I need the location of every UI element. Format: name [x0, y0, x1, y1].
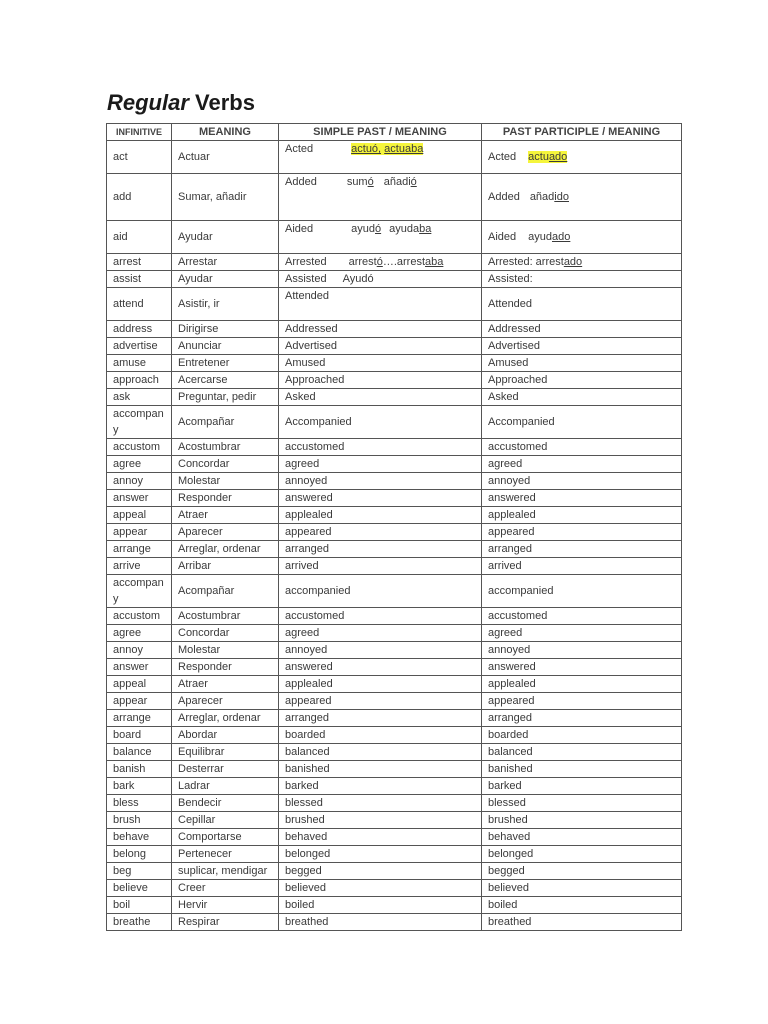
meaning-cell: Bendecir: [172, 795, 279, 812]
past-participle-cell: applealed: [482, 507, 682, 524]
table-row: [107, 676, 682, 693]
participle-english: Acted: [488, 151, 517, 163]
past-participle-cell: balanced: [482, 744, 682, 761]
past-spanish-stem: ayud: [351, 223, 375, 235]
meaning-cell: Abordar: [172, 727, 279, 744]
past-participle-cell: arranged: [482, 541, 682, 558]
simple-past-cell: believed: [279, 880, 482, 897]
past-participle-cell: blessed: [482, 795, 682, 812]
participle-spanish-ending: ido: [554, 191, 569, 203]
meaning-cell: Asistir, ir: [172, 288, 279, 321]
participle-spanish-ending: ado: [548, 151, 568, 163]
past-spanish-stem: añadi: [383, 176, 411, 188]
past-participle-cell: [482, 254, 682, 271]
past-participle-cell: Attended: [482, 288, 682, 321]
infinitive-cell: appeal: [107, 507, 172, 524]
header-infinitive: INFINITIVE: [107, 124, 172, 141]
infinitive-cell: banish: [107, 761, 172, 778]
meaning-cell: Atraer: [172, 676, 279, 693]
meaning-cell: Aparecer: [172, 524, 279, 541]
table-row: [107, 174, 682, 221]
meaning-cell: Arreglar, ordenar: [172, 541, 279, 558]
table-row: [107, 897, 682, 914]
past-participle-cell: brushed: [482, 812, 682, 829]
infinitive-cell: boil: [107, 897, 172, 914]
past-participle-cell: appeared: [482, 524, 682, 541]
table-row: [107, 880, 682, 897]
infinitive-cell: add: [107, 174, 172, 221]
title-word-verbs: Verbs: [195, 90, 255, 115]
table-row: [107, 221, 682, 254]
simple-past-cell: Attended: [279, 288, 482, 321]
participle-spanish-stem: ayud: [528, 231, 552, 243]
simple-past-cell: applealed: [279, 507, 482, 524]
past-participle-cell: applealed: [482, 676, 682, 693]
meaning-cell: Acostumbrar: [172, 608, 279, 625]
table-row: [107, 829, 682, 846]
simple-past-cell: [279, 254, 482, 271]
infinitive-cell: board: [107, 727, 172, 744]
past-participle-cell: arrived: [482, 558, 682, 575]
meaning-cell: Responder: [172, 490, 279, 507]
simple-past-cell: appeared: [279, 524, 482, 541]
past-participle-cell: boarded: [482, 727, 682, 744]
meaning-cell: Acercarse: [172, 372, 279, 389]
simple-past-cell: answered: [279, 490, 482, 507]
past-spanish-ending: ó: [367, 176, 374, 188]
header-meaning: MEANING: [172, 124, 279, 141]
meaning-cell: Concordar: [172, 625, 279, 642]
simple-past-cell: accompanied: [279, 575, 482, 608]
infinitive-cell: accustom: [107, 439, 172, 456]
header-simple-past: SIMPLE PAST / MEANING: [279, 124, 482, 141]
table-row: [107, 288, 682, 321]
infinitive-cell: brush: [107, 812, 172, 829]
meaning-cell: Molestar: [172, 642, 279, 659]
past-spanish-highlight: actuaba: [384, 143, 424, 155]
past-participle-cell: accustomed: [482, 439, 682, 456]
past-participle-cell: believed: [482, 880, 682, 897]
past-participle-cell: belonged: [482, 846, 682, 863]
table-row: [107, 456, 682, 473]
meaning-cell: Pertenecer: [172, 846, 279, 863]
table-row: [107, 524, 682, 541]
past-participle-cell: annoyed: [482, 473, 682, 490]
past-english: Arrested: [285, 256, 327, 268]
infinitive-cell: arrest: [107, 254, 172, 271]
participle-prefix: Arrested: arrest: [488, 256, 564, 268]
table-row: [107, 507, 682, 524]
meaning-cell: Ayudar: [172, 271, 279, 288]
simple-past-cell: begged: [279, 863, 482, 880]
meaning-cell: Entretener: [172, 355, 279, 372]
simple-past-cell: arrived: [279, 558, 482, 575]
meaning-cell: Aparecer: [172, 693, 279, 710]
past-participle-cell: banished: [482, 761, 682, 778]
past-participle-cell: Addressed: [482, 321, 682, 338]
meaning-cell: Acompañar: [172, 406, 279, 439]
infinitive-cell: address: [107, 321, 172, 338]
past-participle-cell: agreed: [482, 456, 682, 473]
infinitive-cell: answer: [107, 490, 172, 507]
past-participle-cell: agreed: [482, 625, 682, 642]
past-participle-cell: breathed: [482, 914, 682, 931]
participle-spanish-stem: actu: [528, 151, 549, 163]
infinitive-cell: bark: [107, 778, 172, 795]
past-participle-cell: Assisted:: [482, 271, 682, 288]
past-spanish-highlight: actuó,: [351, 143, 382, 155]
simple-past-cell: boarded: [279, 727, 482, 744]
simple-past-cell: Accompanied: [279, 406, 482, 439]
table-row: [107, 863, 682, 880]
simple-past-cell: [279, 174, 482, 221]
meaning-cell: Preguntar, pedir: [172, 389, 279, 406]
table-row: [107, 659, 682, 676]
past-participle-cell: accustomed: [482, 608, 682, 625]
simple-past-cell: banished: [279, 761, 482, 778]
past-spanish-ending: ó: [375, 223, 382, 235]
table-row: [107, 812, 682, 829]
infinitive-cell: beg: [107, 863, 172, 880]
table-row: [107, 795, 682, 812]
past-participle-cell: answered: [482, 659, 682, 676]
meaning-cell: Actuar: [172, 141, 279, 174]
participle-spanish-stem: añad: [529, 191, 555, 203]
table-row: [107, 473, 682, 490]
infinitive-cell: behave: [107, 829, 172, 846]
infinitive-cell: appear: [107, 524, 172, 541]
simple-past-cell: Approached: [279, 372, 482, 389]
table-row: [107, 271, 682, 288]
table-row: [107, 608, 682, 625]
simple-past-cell: answered: [279, 659, 482, 676]
simple-past-cell: boiled: [279, 897, 482, 914]
table-row: [107, 642, 682, 659]
infinitive-cell: arrive: [107, 558, 172, 575]
past-participle-cell: accompanied: [482, 575, 682, 608]
past-participle-cell: answered: [482, 490, 682, 507]
past-spanish-stem: ….arrest: [382, 256, 426, 268]
past-participle-cell: annoyed: [482, 642, 682, 659]
past-spanish: Ayudó: [342, 273, 374, 285]
past-spanish-ending: aba: [425, 256, 444, 268]
participle-english: Added: [488, 191, 520, 203]
table-row: [107, 372, 682, 389]
past-participle-cell: behaved: [482, 829, 682, 846]
table-row: [107, 321, 682, 338]
table-row: [107, 846, 682, 863]
title-word-regular: Regular: [107, 90, 189, 115]
meaning-cell: Arreglar, ordenar: [172, 710, 279, 727]
past-spanish-stem: arrest: [348, 256, 377, 268]
meaning-cell: Acompañar: [172, 575, 279, 608]
simple-past-cell: Asked: [279, 389, 482, 406]
meaning-cell: Comportarse: [172, 829, 279, 846]
simple-past-cell: accustomed: [279, 608, 482, 625]
past-participle-cell: Asked: [482, 389, 682, 406]
simple-past-cell: agreed: [279, 625, 482, 642]
simple-past-cell: breathed: [279, 914, 482, 931]
past-participle-cell: [482, 221, 682, 254]
regular-verbs-table: [106, 123, 682, 931]
table-row: [107, 490, 682, 507]
infinitive-cell: appeal: [107, 676, 172, 693]
infinitive-cell: believe: [107, 880, 172, 897]
table-row: [107, 406, 682, 439]
past-participle-cell: arranged: [482, 710, 682, 727]
infinitive-cell: breathe: [107, 914, 172, 931]
past-participle-cell: boiled: [482, 897, 682, 914]
table-row: [107, 914, 682, 931]
meaning-cell: Sumar, añadir: [172, 174, 279, 221]
simple-past-cell: balanced: [279, 744, 482, 761]
simple-past-cell: annoyed: [279, 473, 482, 490]
infinitive-cell: accustom: [107, 608, 172, 625]
meaning-cell: Arrestar: [172, 254, 279, 271]
meaning-cell: Ladrar: [172, 778, 279, 795]
past-english: Assisted: [285, 273, 327, 285]
simple-past-cell: Amused: [279, 355, 482, 372]
past-spanish-ending: ba: [419, 223, 432, 235]
infinitive-cell: balance: [107, 744, 172, 761]
infinitive-cell: amuse: [107, 355, 172, 372]
infinitive-cell: accompany: [107, 406, 172, 439]
table-row: [107, 389, 682, 406]
table-row: [107, 141, 682, 174]
infinitive-cell: bless: [107, 795, 172, 812]
meaning-cell: suplicar, mendigar: [172, 863, 279, 880]
meaning-cell: Creer: [172, 880, 279, 897]
table-row: [107, 541, 682, 558]
past-participle-cell: Amused: [482, 355, 682, 372]
simple-past-cell: belonged: [279, 846, 482, 863]
past-participle-cell: appeared: [482, 693, 682, 710]
infinitive-cell: ask: [107, 389, 172, 406]
past-spanish-stem: sum: [346, 176, 368, 188]
meaning-cell: Anunciar: [172, 338, 279, 355]
past-spanish-ending: ó: [376, 256, 383, 268]
meaning-cell: Cepillar: [172, 812, 279, 829]
past-english: Acted: [285, 143, 314, 155]
meaning-cell: Responder: [172, 659, 279, 676]
meaning-cell: Atraer: [172, 507, 279, 524]
infinitive-cell: attend: [107, 288, 172, 321]
past-english: Aided: [285, 223, 314, 235]
infinitive-cell: annoy: [107, 473, 172, 490]
meaning-cell: Molestar: [172, 473, 279, 490]
meaning-cell: Hervir: [172, 897, 279, 914]
infinitive-cell: annoy: [107, 642, 172, 659]
infinitive-cell: accompany: [107, 575, 172, 608]
simple-past-cell: brushed: [279, 812, 482, 829]
table-row: [107, 744, 682, 761]
table-row: [107, 710, 682, 727]
simple-past-cell: blessed: [279, 795, 482, 812]
table-row: [107, 338, 682, 355]
simple-past-cell: appeared: [279, 693, 482, 710]
page-title: [107, 90, 255, 116]
simple-past-cell: arranged: [279, 541, 482, 558]
infinitive-cell: answer: [107, 659, 172, 676]
simple-past-cell: [279, 221, 482, 254]
header-past-participle: PAST PARTICIPLE / MEANING: [482, 124, 682, 141]
past-participle-cell: [482, 174, 682, 221]
simple-past-cell: annoyed: [279, 642, 482, 659]
infinitive-cell: belong: [107, 846, 172, 863]
simple-past-cell: [279, 141, 482, 174]
table-row: [107, 761, 682, 778]
past-participle-cell: barked: [482, 778, 682, 795]
past-participle-cell: [482, 141, 682, 174]
past-spanish-ending: ó: [410, 176, 417, 188]
past-participle-cell: Accompanied: [482, 406, 682, 439]
past-participle-cell: Advertised: [482, 338, 682, 355]
infinitive-cell: agree: [107, 625, 172, 642]
table-row: [107, 727, 682, 744]
past-participle-cell: Approached: [482, 372, 682, 389]
table-row: [107, 355, 682, 372]
meaning-cell: Arribar: [172, 558, 279, 575]
infinitive-cell: act: [107, 141, 172, 174]
simple-past-cell: [279, 271, 482, 288]
table-row: [107, 778, 682, 795]
simple-past-cell: Addressed: [279, 321, 482, 338]
meaning-cell: Concordar: [172, 456, 279, 473]
table-row: [107, 254, 682, 271]
infinitive-cell: appear: [107, 693, 172, 710]
infinitive-cell: aid: [107, 221, 172, 254]
table-row: [107, 693, 682, 710]
simple-past-cell: behaved: [279, 829, 482, 846]
past-spanish-stem: ayuda: [389, 223, 420, 235]
table-row: [107, 575, 682, 608]
past-participle-cell: begged: [482, 863, 682, 880]
table-row: [107, 558, 682, 575]
meaning-cell: Dirigirse: [172, 321, 279, 338]
simple-past-cell: accustomed: [279, 439, 482, 456]
simple-past-cell: barked: [279, 778, 482, 795]
meaning-cell: Acostumbrar: [172, 439, 279, 456]
participle-english: Aided: [488, 231, 517, 243]
table-row: [107, 625, 682, 642]
simple-past-cell: arranged: [279, 710, 482, 727]
participle-spanish-ending: ado: [552, 231, 571, 243]
participle-spanish-ending: ado: [563, 256, 583, 268]
meaning-cell: Desterrar: [172, 761, 279, 778]
simple-past-cell: Advertised: [279, 338, 482, 355]
past-english: Added: [285, 176, 317, 188]
meaning-cell: Ayudar: [172, 221, 279, 254]
infinitive-cell: approach: [107, 372, 172, 389]
infinitive-cell: assist: [107, 271, 172, 288]
simple-past-cell: agreed: [279, 456, 482, 473]
infinitive-cell: arrange: [107, 710, 172, 727]
meaning-cell: Respirar: [172, 914, 279, 931]
simple-past-cell: applealed: [279, 676, 482, 693]
meaning-cell: Equilibrar: [172, 744, 279, 761]
table-row: [107, 439, 682, 456]
infinitive-cell: arrange: [107, 541, 172, 558]
infinitive-cell: agree: [107, 456, 172, 473]
infinitive-cell: advertise: [107, 338, 172, 355]
